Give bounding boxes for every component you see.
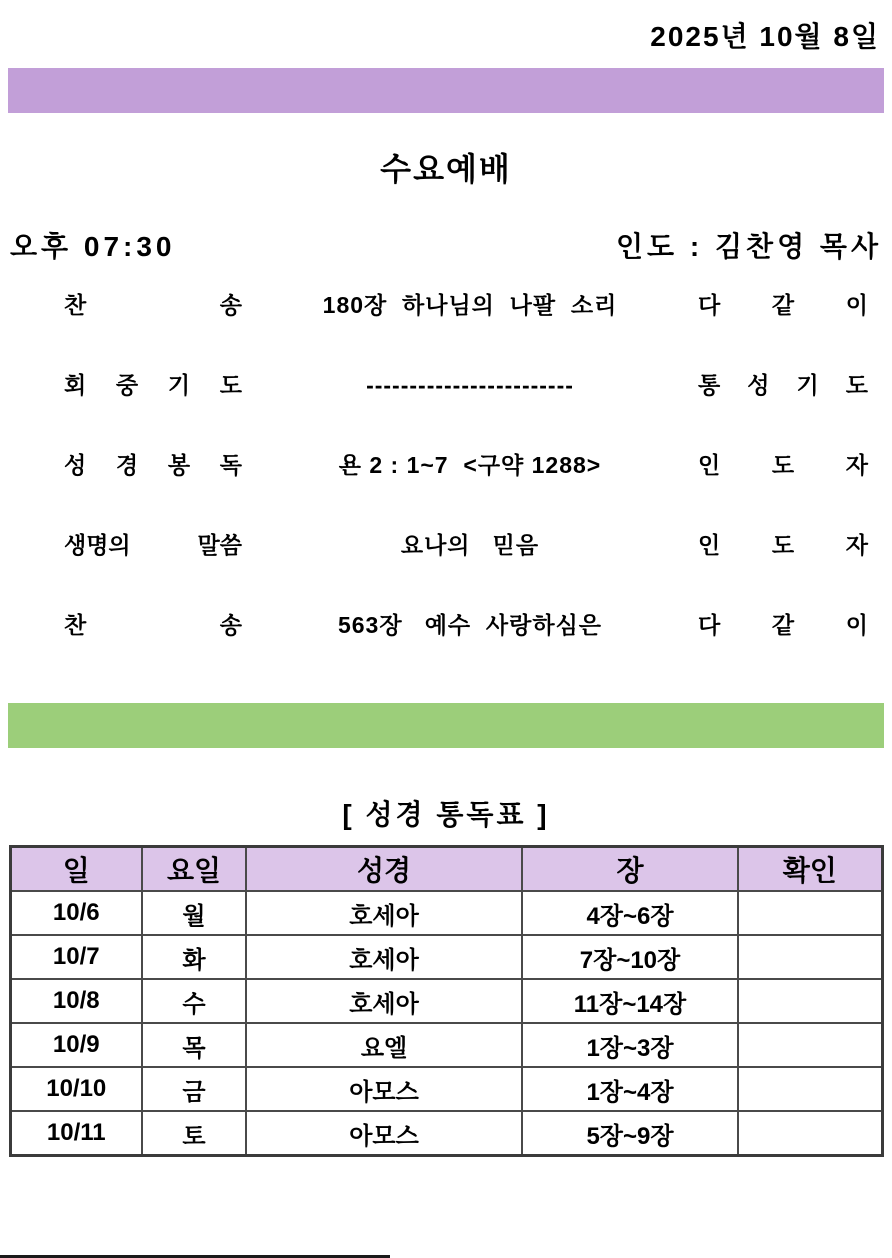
cell-book: 아모스 <box>246 1067 522 1111</box>
order-item-label: 찬 송 <box>64 292 242 318</box>
cell-weekday: 월 <box>142 891 246 935</box>
order-item-label: 찬 송 <box>64 612 242 638</box>
order-item-content: 563장 예수 사랑하심은 <box>337 612 603 638</box>
order-row-scripture-reading <box>0 451 892 479</box>
cell-day: 10/9 <box>10 1023 142 1067</box>
table-row <box>10 979 882 1023</box>
green-banner <box>8 703 884 748</box>
cell-check <box>738 1023 882 1067</box>
cell-weekday: 화 <box>142 935 246 979</box>
cell-check <box>738 1111 882 1156</box>
order-item-content: 180장 하나님의 나팔 소리 <box>322 292 618 318</box>
col-header-day: 일 <box>10 847 142 892</box>
cell-check <box>738 979 882 1023</box>
order-item-label: 생명의 말씀 <box>64 532 242 558</box>
cell-chapter: 7장~10장 <box>522 935 738 979</box>
service-leader: 인도 : 김찬영 목사 <box>616 231 882 262</box>
table-row <box>10 935 882 979</box>
purple-banner <box>8 68 884 113</box>
date-text: 2025년 10월 8일 <box>650 21 880 52</box>
cell-chapter: 1장~4장 <box>522 1067 738 1111</box>
order-item-who: 다 같 이 <box>698 292 868 318</box>
cell-check <box>738 1067 882 1111</box>
time-leader-row <box>0 231 892 263</box>
cell-chapter: 5장~9장 <box>522 1111 738 1156</box>
service-title: 수요예배 <box>380 151 512 187</box>
table-row <box>10 891 882 935</box>
order-row-hymn-2 <box>0 611 892 639</box>
col-header-check: 확인 <box>738 847 882 892</box>
table-row <box>10 1111 882 1156</box>
cell-weekday: 금 <box>142 1067 246 1111</box>
bible-reading-table <box>9 845 884 1157</box>
order-item-who: 다 같 이 <box>698 612 868 638</box>
cell-day: 10/6 <box>10 891 142 935</box>
col-header-book: 성경 <box>246 847 522 892</box>
cell-weekday: 토 <box>142 1111 246 1156</box>
cell-check <box>738 891 882 935</box>
order-item-label: 성 경 봉 독 <box>64 452 242 478</box>
cell-weekday: 수 <box>142 979 246 1023</box>
cell-chapter: 11장~14장 <box>522 979 738 1023</box>
order-of-service <box>0 291 892 639</box>
cell-day: 10/11 <box>10 1111 142 1156</box>
cell-weekday: 목 <box>142 1023 246 1067</box>
order-item-who: 인 도 자 <box>698 452 868 478</box>
order-row-hymn-1 <box>0 291 892 319</box>
order-item-content: 욘 2 : 1~7 <구약 1288> <box>338 452 602 478</box>
cell-book: 호세아 <box>246 935 522 979</box>
order-item-who: 인 도 자 <box>698 532 868 558</box>
order-item-content: 요나의 믿음 <box>400 532 540 558</box>
order-row-congregational-prayer <box>0 371 892 399</box>
col-header-chapter: 장 <box>522 847 738 892</box>
cell-chapter: 4장~6장 <box>522 891 738 935</box>
col-header-weekday: 요일 <box>142 847 246 892</box>
table-row <box>10 1067 882 1111</box>
table-row <box>10 1023 882 1067</box>
cell-check <box>738 935 882 979</box>
cell-book: 아모스 <box>246 1111 522 1156</box>
order-item-who: 통 성 기 도 <box>698 372 868 398</box>
cell-book: 호세아 <box>246 891 522 935</box>
cell-day: 10/7 <box>10 935 142 979</box>
cell-book: 호세아 <box>246 979 522 1023</box>
order-row-sermon <box>0 531 892 559</box>
service-time: 오후 07:30 <box>10 231 176 262</box>
cell-chapter: 1장~3장 <box>522 1023 738 1067</box>
cell-book: 요엘 <box>246 1023 522 1067</box>
cell-day: 10/10 <box>10 1067 142 1111</box>
order-item-label: 회 중 기 도 <box>64 372 242 398</box>
table-header-row <box>10 847 882 892</box>
cell-day: 10/8 <box>10 979 142 1023</box>
reading-table-title: [ 성경 통독표 ] <box>342 799 550 830</box>
order-item-content: ------------------------ <box>366 372 574 398</box>
